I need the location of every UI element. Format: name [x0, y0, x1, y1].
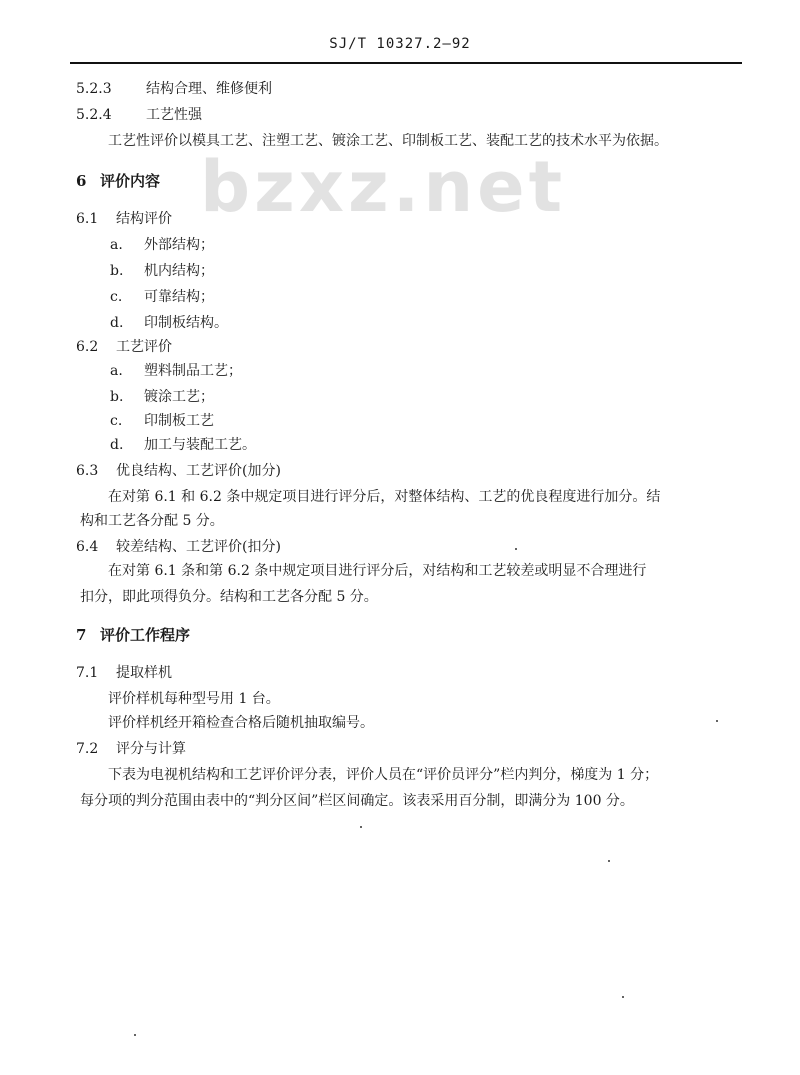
list-marker: c.	[110, 413, 123, 429]
paragraph-line: 每分项的判分范围由表中的“判分区间”栏区间确定。该表采用百分制，即满分为 100 分。	[80, 793, 634, 809]
list-text: 可靠结构；	[144, 289, 214, 305]
list-marker: d.	[110, 315, 124, 331]
list-item	[110, 388, 214, 406]
list-text: 外部结构；	[144, 237, 214, 253]
clause-title: 评分与计算	[116, 741, 186, 757]
list-item	[110, 236, 214, 254]
scan-speck	[716, 720, 718, 722]
clause-title: 结构评价	[116, 211, 172, 227]
list-marker: c.	[110, 289, 123, 305]
list-text: 印制板工艺	[144, 413, 214, 429]
paragraph-line: 评价样机每种型号用 1 台。	[108, 691, 280, 707]
clause-6-1	[76, 210, 172, 228]
list-text: 印制板结构。	[144, 315, 228, 331]
clause-title: 提取样机	[116, 665, 172, 681]
section-6-heading	[76, 172, 160, 190]
section-number: 7	[76, 626, 87, 644]
clause-title: 工艺评价	[116, 339, 172, 355]
list-marker: b.	[110, 263, 124, 279]
section-title: 评价内容	[100, 172, 161, 190]
section-number: 6	[76, 172, 87, 190]
scan-speck	[608, 860, 610, 862]
list-marker: b.	[110, 389, 124, 405]
clause-title: 优良结构、工艺评价(加分)	[116, 463, 281, 479]
paragraph-line: 评价样机经开箱检查合格后随机抽取编号。	[108, 715, 374, 731]
paragraph-line: 在对第 6.1 和 6.2 条中规定项目进行评分后，对整体结构、工艺的优良程度进行加分。结	[108, 489, 661, 505]
clause-6-3	[76, 462, 281, 480]
header-rule	[70, 62, 742, 64]
list-item	[110, 412, 214, 430]
standard-code-header: SJ/T 10327.2—92	[329, 36, 471, 52]
list-item	[110, 262, 214, 280]
paragraph-line: 下表为电视机结构和工艺评价评分表，评价人员在“评价员评分”栏内判分，梯度为 1 分；	[108, 767, 659, 783]
paragraph-line: 构和工艺各分配 5 分。	[80, 513, 224, 529]
section-7-heading	[76, 626, 190, 644]
clause-5-2-4	[76, 106, 202, 124]
clause-title: 较差结构、工艺评价(扣分)	[116, 539, 281, 555]
list-text: 机内结构；	[144, 263, 214, 279]
clause-number: 6.2	[76, 339, 99, 355]
list-text: 加工与装配工艺。	[144, 437, 256, 453]
clause-number: 7.1	[76, 665, 99, 681]
clause-7-1	[76, 664, 172, 682]
list-text: 塑料制品工艺；	[144, 363, 242, 379]
clause-number: 6.1	[76, 211, 99, 227]
list-marker: d.	[110, 437, 124, 453]
clause-number: 7.2	[76, 741, 99, 757]
scan-speck	[622, 996, 624, 998]
clause-number: 6.4	[76, 539, 99, 555]
paragraph-line: 扣分，即此项得负分。结构和工艺各分配 5 分。	[80, 589, 378, 605]
clause-title: 工艺性强	[146, 107, 202, 123]
clause-number: 6.3	[76, 463, 99, 479]
section-title: 评价工作程序	[100, 626, 191, 644]
list-marker: a.	[110, 363, 123, 379]
clause-5-2-4-body: 工艺性评价以模具工艺、注塑工艺、镀涂工艺、印制板工艺、装配工艺的技术水平为依据。	[108, 133, 668, 149]
watermark-logo: bzxz.net	[200, 146, 567, 228]
clause-5-2-3	[76, 80, 272, 98]
clause-number: 5.2.4	[76, 107, 112, 123]
scan-speck	[134, 1034, 136, 1036]
list-item	[110, 314, 228, 332]
scan-speck	[515, 548, 517, 550]
clause-6-4	[76, 538, 281, 556]
list-item	[110, 362, 242, 380]
list-text: 镀涂工艺；	[144, 389, 214, 405]
list-item	[110, 288, 214, 306]
clause-number: 5.2.3	[76, 81, 112, 97]
paragraph-line: 在对第 6.1 条和第 6.2 条中规定项目进行评分后，对结构和工艺较差或明显不合理进行	[108, 563, 647, 579]
clause-6-2	[76, 338, 172, 356]
list-item	[110, 436, 256, 454]
scan-speck	[360, 826, 362, 828]
list-marker: a.	[110, 237, 123, 253]
clause-7-2	[76, 740, 186, 758]
clause-title: 结构合理、维修便利	[146, 81, 272, 97]
